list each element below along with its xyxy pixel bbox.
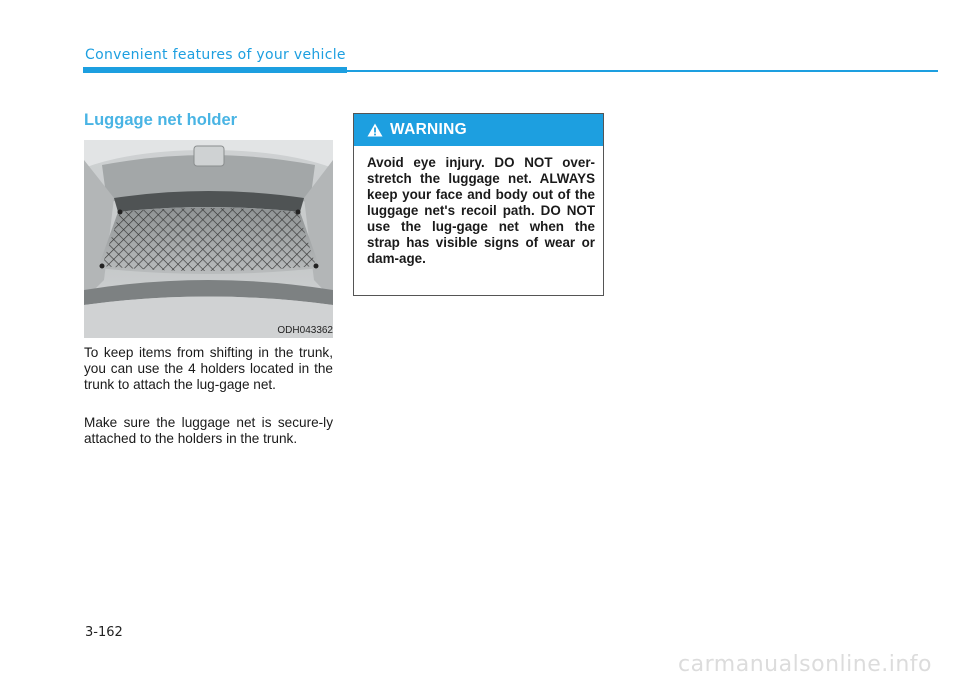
paragraph-secure: Make sure the luggage net is secure-ly attached to the holders in the trunk.	[84, 415, 333, 446]
warning-box	[353, 113, 604, 296]
header-rule-thick	[83, 67, 347, 73]
page-number: 3-162	[85, 625, 123, 640]
header-rule-thin	[347, 70, 938, 72]
section-heading: Luggage net holder	[84, 111, 238, 129]
warning-triangle-icon	[367, 123, 383, 137]
chapter-title: Convenient features of your vehicle	[85, 47, 346, 63]
luggage-net-image	[84, 140, 333, 338]
trunk-illustration	[84, 140, 333, 338]
warning-text: Avoid eye injury. DO NOT over-stretch the luggage net. ALWAYS keep your face and body out of the luggage net's recoil path. DO NOT use the lug-gage net when the strap has visible signs of wear or dam-age.	[367, 155, 595, 266]
warning-title: WARNING	[390, 121, 468, 138]
figure-code: ODH043362	[277, 325, 333, 336]
watermark-link[interactable]: carmanualsonline.info	[678, 652, 932, 677]
warning-header	[354, 114, 603, 146]
paragraph-holders: To keep items from shifting in the trunk, you can use the 4 holders located in the trunk to attach the lug-gage net.	[84, 345, 333, 392]
